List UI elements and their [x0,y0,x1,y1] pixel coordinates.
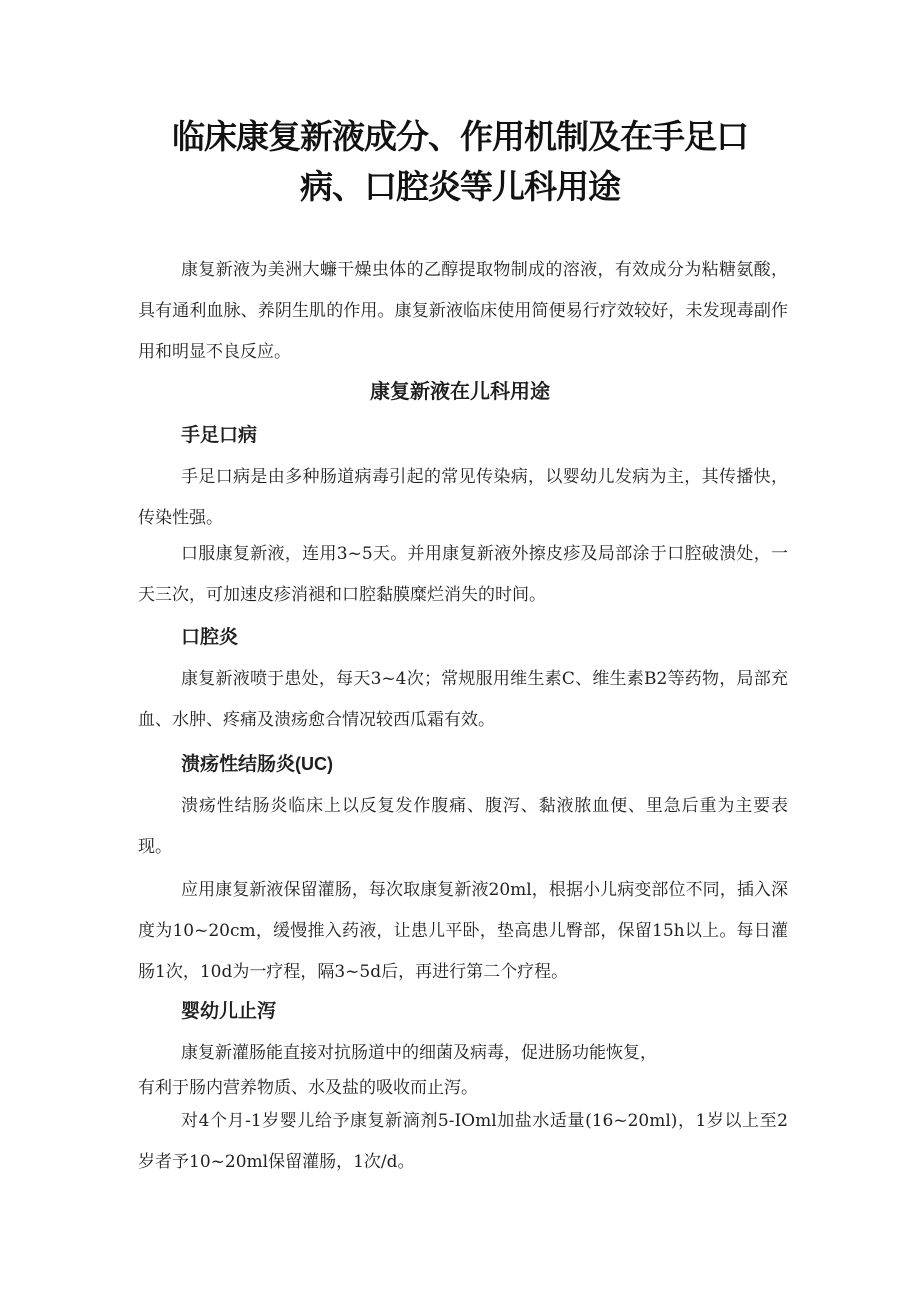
uc-heading-abbrev: (UC) [295,754,334,774]
diarrhea-paragraph-1-line-2: 有利于肠内营养物质、水及盐的吸收而止泻。 [138,1078,478,1098]
uc-heading-text: 溃疡性结肠炎 [181,753,296,775]
hfmd-heading: 手足口病 [181,424,258,446]
stomatitis-heading: 口腔炎 [181,626,239,648]
title-line-1: 临床康复新液成分、作用机制及在手足口 [172,117,748,156]
section-title: 康复新液在儿科用途 [370,379,550,403]
intro-paragraph: 康复新液为美洲大蠊干燥虫体的乙醇提取物制成的溶液，有效成分为粘糖氨酸，具有通利血脉、养阴生肌的作用。康复新液临床使用简便易行疗效较好，未发现毒副作用和明显不良反应。 [138,260,788,362]
hfmd-paragraph-2: 口服康复新液，连用3~5天。并用康复新液外擦皮疹及局部涂于口腔破溃处，一天三次，可加速皮疹消褪和口腔黏膜糜烂消失的时间。 [138,544,788,605]
hfmd-paragraph-1: 手足口病是由多种肠道病毒引起的常见传染病，以婴幼儿发病为主，其传播快，传染性强。 [138,467,788,528]
diarrhea-heading: 婴幼儿止泻 [181,1000,277,1022]
stomatitis-paragraph-1: 康复新液喷于患处，每天3~4次；常规服用维生素C、维生素B2等药物，局部充血、水肿、疼痛及溃疡愈合情况较西瓜霜有效。 [138,669,788,730]
document-title [120,112,800,212]
title-line-2: 病、口腔炎等儿科用途 [300,167,620,206]
uc-heading [181,749,333,779]
diarrhea-paragraph-1-line-1: 康复新灌肠能直接对抗肠道中的细菌及病毒，促进肠功能恢复， [181,1043,657,1063]
uc-paragraph-2: 应用康复新液保留灌肠，每次取康复新液20ml，根据小儿病变部位不同，插入深度为10~20cm，缓慢推入药液，让患儿平卧，垫高患儿臀部，保留15h以上。每日灌肠1次，10d为一疗程，隔3~5d后，再进行第二个疗程。 [138,880,788,982]
diarrhea-paragraph-2: 对4个月-1岁婴儿给予康复新滴剂5-IOml加盐水适量(16~20ml)，1岁以上至2岁者予10~20ml保留灌肠，1次/d。 [138,1111,788,1172]
uc-paragraph-1: 溃疡性结肠炎临床上以反复发作腹痛、腹泻、黏液脓血便、里急后重为主要表现。 [138,796,788,857]
diarrhea-paragraph-1 [138,1033,788,1102]
